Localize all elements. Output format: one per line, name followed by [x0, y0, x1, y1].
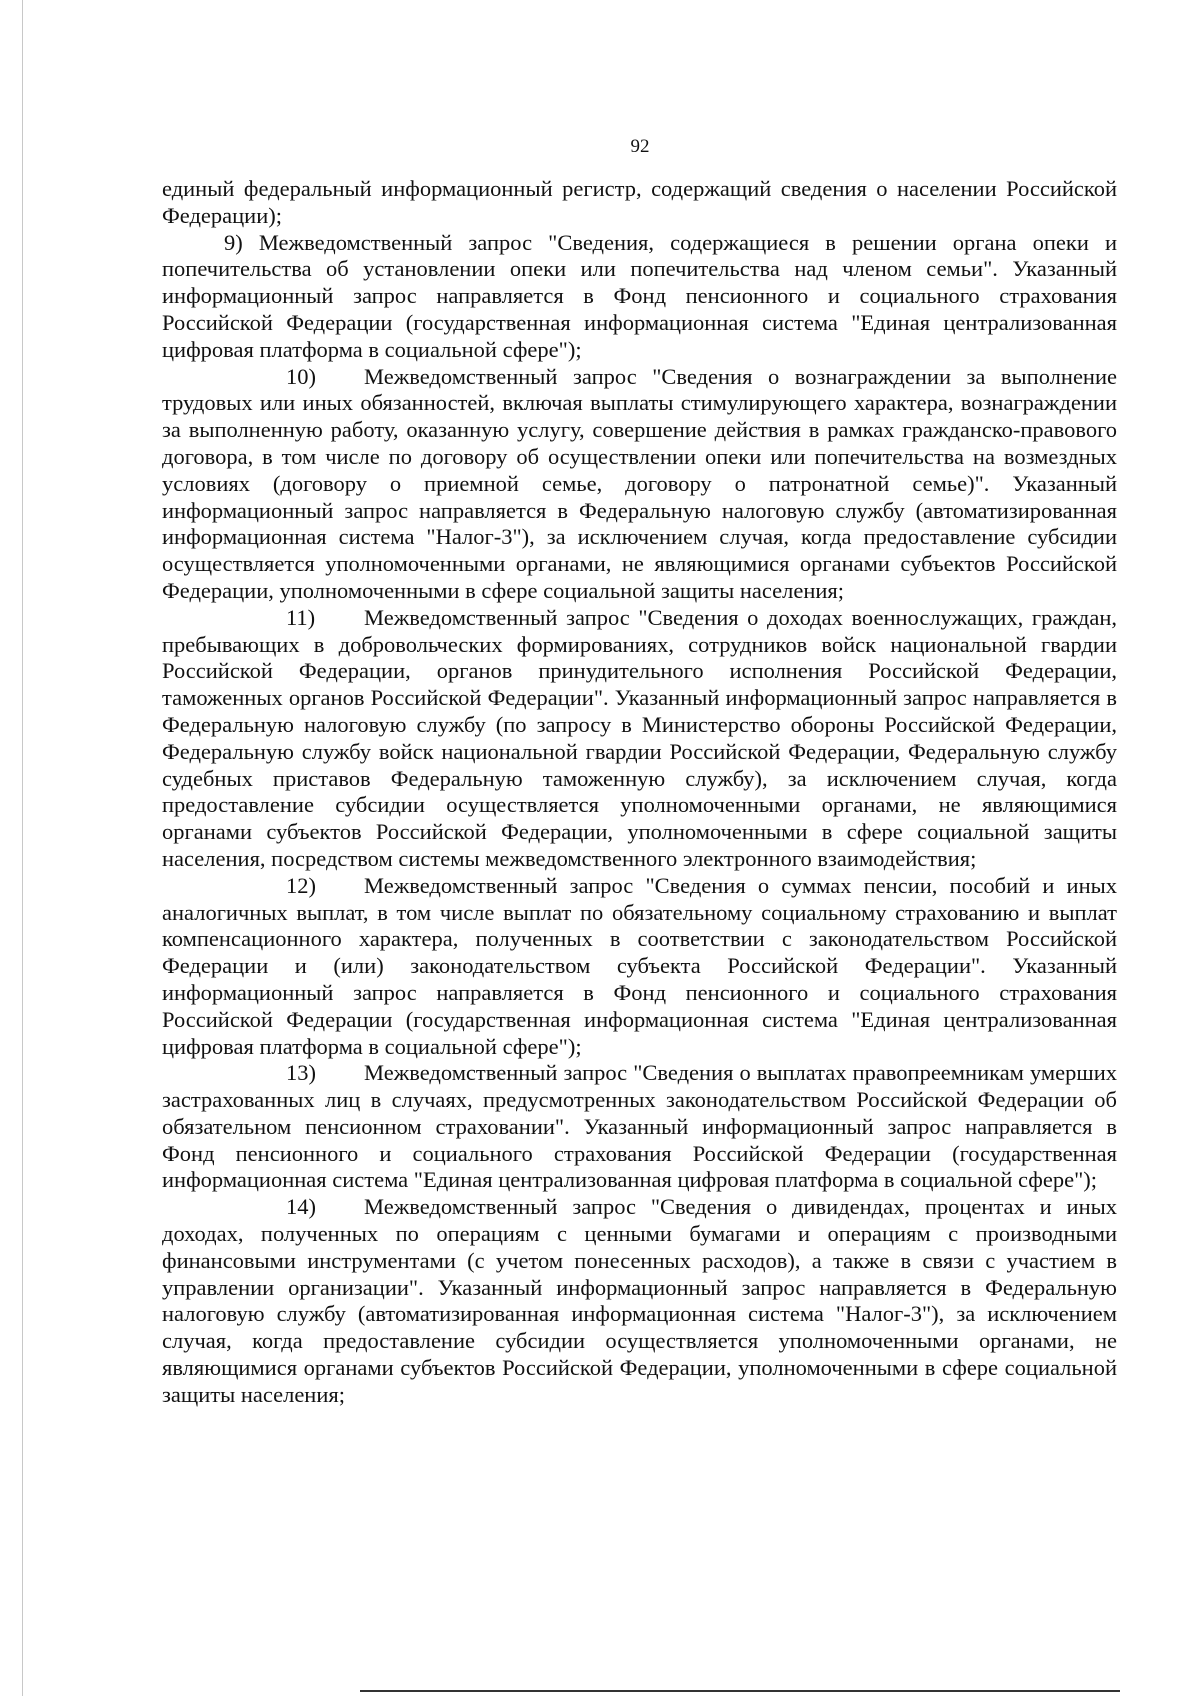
paragraph-item-12	[162, 873, 1117, 1061]
paragraph-text: Межведомственный запрос "Сведения о суммах пенсии, пособий и иных аналогичных выплат, в том числе выплат по обязательному социальному страхованию и выплат компенсационного характера, полученных в соответствии с законодательством Российской Федерации и (или) законодательством субъекта Российской Федерации". Указанный информационный запрос направляется в Фонд пенсионного и социального страхования Российской Федерации (государственная информационная система "Единая централизованная цифровая платформа в социальной сфере");	[162, 872, 1117, 1059]
paragraph-item-13	[162, 1060, 1117, 1194]
paragraph-text: Межведомственный запрос "Сведения о дивидендах, процентах и иных доходах, полученных по операциям с ценными бумагами и операциям с производными финансовыми инструментами (с учетом понесенных расходов), а также в связи с участием в управлении организации". Указанный информационный запрос направляется в Федеральную налоговую службу (автоматизированная информационная система "Налог-3"), за исключением случая, когда предоставление субсидии осуществляется уполномоченными органами, не являющимися органами субъектов Российской Федерации, уполномоченными в сфере социальной защиты населения;	[162, 1194, 1117, 1407]
paragraph-item-11	[162, 605, 1117, 873]
paragraph-text: Межведомственный запрос "Сведения о вознаграждении за выполнение трудовых или иных обязанностей, включая выплаты стимулирующего характера, вознаграждении за выполненную работу, оказанную услугу, совершение действия в рамках гражданско-правового договора, в том числе по договору об осуществлении опеки или попечительства на возмездных условиях (договору о приемной семье, договору о патронатной семье)". Указанный информационный запрос направляется в Федеральную налоговую службу (автоматизированная информационная система "Налог-3"), за исключением случая, когда предоставление субсидии осуществляется уполномоченными органами, не являющимися органами субъектов Российской Федерации, уполномоченными в сфере социальной защиты населения;	[162, 363, 1117, 603]
document-body	[162, 176, 1117, 1409]
paragraph-text: Межведомственный запрос "Сведения о выплатах правопреемникам умерших застрахованных лиц в случаях, предусмотренных законодательством Российской Федерации об обязательном пенсионном страховании". Указанный информационный запрос направляется в Фонд пенсионного и социального страхования Российской Федерации (государственная информационная система "Единая централизованная цифровая платформа в социальной сфере");	[162, 1060, 1117, 1193]
scan-left-edge	[22, 0, 23, 1696]
paragraph-text: 9) Межведомственный запрос "Сведения, содержащиеся в решении органа опеки и попечительства об установлении опеки или попечительства над членом семьи". Указанный информационный запрос направляется в Фонд пенсионного и социального страхования Российской Федерации (государственная информационная система "Единая централизованная цифровая платформа в социальной сфере");	[162, 229, 1117, 362]
item-number: 12)	[286, 872, 316, 898]
item-number: 13)	[286, 1060, 316, 1086]
paragraph-item-9	[162, 230, 1117, 364]
paragraph-continuation	[162, 176, 1117, 230]
paragraph-text: единый федеральный информационный регистр, содержащий сведения о населении Российской Федерации);	[162, 176, 1117, 228]
paragraph-text: Межведомственный запрос "Сведения о доходах военнослужащих, граждан, пребывающих в добровольческих формированиях, сотрудников войск национальной гвардии Российской Федерации, органов принудительного исполнения Российской Федерации, таможенных органов Российской Федерации". Указанный информационный запрос направляется в Федеральную налоговую службу (по запросу в Министерство обороны Российской Федерации, Федеральную службу войск национальной гвардии Российской Федерации, Федеральную службу судебных приставов Федеральную таможенную службу), за исключением случая, когда предоставление субсидии осуществляется уполномоченными органами, не являющимися органами субъектов Российской Федерации, уполномоченными в сфере социальной защиты населения, посредством системы межведомственного электронного взаимодействия;	[162, 604, 1117, 871]
page-number: 92	[630, 136, 650, 157]
scan-bottom-edge	[360, 1690, 1120, 1692]
paragraph-item-14	[162, 1194, 1117, 1408]
item-number: 10)	[286, 363, 316, 389]
item-number: 11)	[286, 604, 316, 630]
paragraph-item-10	[162, 364, 1117, 605]
item-number: 14)	[286, 1194, 316, 1220]
